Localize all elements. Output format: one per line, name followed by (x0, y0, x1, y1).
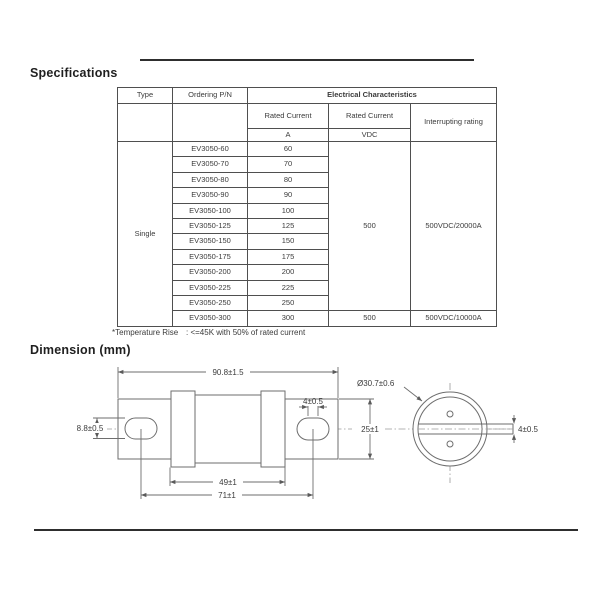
header-rule (140, 59, 474, 61)
vdc-last-cell: 500 (329, 311, 411, 326)
pn-cell: EV3050-250 (173, 295, 248, 310)
vdc-merged-cell: 500 (329, 142, 411, 311)
header-unit-vdc: VDC (329, 129, 411, 142)
header-ordering-pn: Ordering P/N (173, 88, 248, 104)
pn-cell: EV3050-150 (173, 234, 248, 249)
table-header-row-1 (118, 88, 497, 104)
type-value-cell: Single (118, 142, 173, 327)
pn-cell: EV3050-225 (173, 280, 248, 295)
header-unit-a: A (248, 129, 329, 142)
table-row (118, 142, 497, 157)
header-pn-spacer (173, 104, 248, 142)
a-cell: 175 (248, 249, 329, 264)
header-rated-current-a: Rated Current (248, 104, 329, 129)
a-cell: 100 (248, 203, 329, 218)
dim-slot-width-label: 4±0.5 (303, 397, 323, 406)
fuse-end-view (413, 383, 513, 483)
note-label: *Temperature Rise (112, 328, 179, 337)
a-cell: 90 (248, 188, 329, 203)
note-value: : <=45K with 50% of rated current (186, 328, 306, 337)
pn-cell: EV3050-100 (173, 203, 248, 218)
fuse-center-cylinder (195, 395, 261, 463)
dimension-drawing (70, 360, 560, 510)
fuse-cap-left (171, 391, 195, 467)
pn-cell: EV3050-125 (173, 218, 248, 233)
a-cell: 60 (248, 142, 329, 157)
dim-body-height-label: 25±1 (361, 425, 379, 434)
dimension-heading: Dimension (mm) (30, 343, 131, 357)
specifications-table (117, 87, 497, 327)
pn-cell: EV3050-200 (173, 265, 248, 280)
pn-cell: EV3050-300 (173, 311, 248, 326)
a-cell: 150 (248, 234, 329, 249)
pn-cell: EV3050-60 (173, 142, 248, 157)
a-cell: 70 (248, 157, 329, 172)
dim-blade-thickness-label: 4±0.5 (518, 425, 538, 434)
fuse-cap-right (261, 391, 285, 467)
dim-cap-span-label: 49±1 (219, 478, 237, 487)
specifications-heading: Specifications (30, 66, 118, 80)
header-type-spacer (118, 104, 173, 142)
a-cell: 225 (248, 280, 329, 295)
pn-cell: EV3050-80 (173, 172, 248, 187)
a-cell: 125 (248, 218, 329, 233)
a-cell: 250 (248, 295, 329, 310)
pn-cell: EV3050-70 (173, 157, 248, 172)
interrupting-last-cell: 500VDC/10000A (411, 311, 497, 326)
table-header-row-2 (118, 104, 497, 129)
interrupting-merged-cell: 500VDC/20000A (411, 142, 497, 311)
temperature-rise-note (112, 328, 305, 337)
header-interrupting-rating: Interrupting rating (411, 104, 497, 142)
header-type: Type (118, 88, 173, 104)
dim-hole-span-label: 71±1 (218, 491, 236, 500)
table-row (118, 311, 497, 326)
dim-hole-height-label: 8.8±0.5 (76, 424, 104, 433)
footer-rule (34, 529, 578, 531)
pn-cell: EV3050-175 (173, 249, 248, 264)
a-cell: 200 (248, 265, 329, 280)
header-rated-current-vdc: Rated Current (329, 104, 411, 129)
dim-overall-length-label: 90.8±1.5 (212, 368, 244, 377)
dim-cap-diameter-label: Ø30.7±0.6 (357, 379, 395, 388)
header-electrical-characteristics: Electrical Characteristics (248, 88, 497, 104)
a-cell: 80 (248, 172, 329, 187)
a-cell: 300 (248, 311, 329, 326)
pn-cell: EV3050-90 (173, 188, 248, 203)
